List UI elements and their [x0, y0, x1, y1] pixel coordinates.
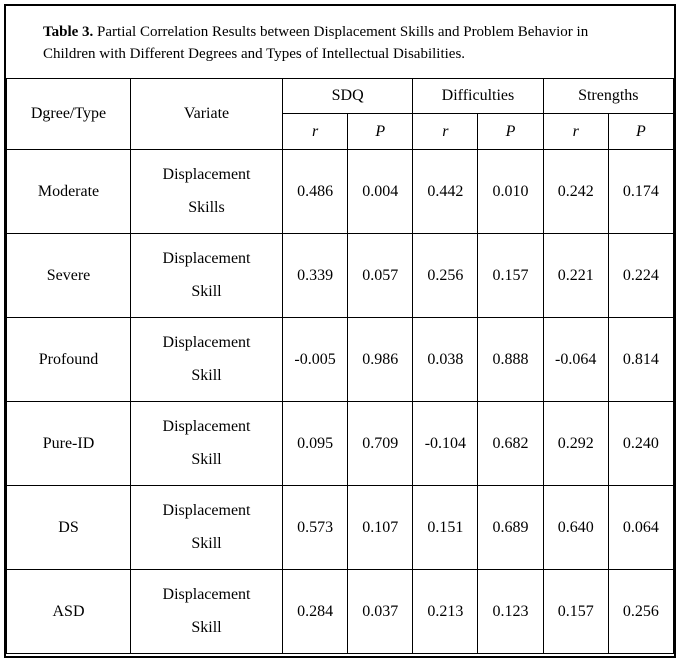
value-cell: -0.064 — [543, 318, 608, 402]
degree-cell: Pure-ID — [7, 402, 131, 486]
value-cell: 0.221 — [543, 234, 608, 318]
value-cell: 0.064 — [608, 486, 673, 570]
table-row — [7, 150, 674, 234]
variate-line-2: Skill — [191, 535, 222, 552]
header-group-difficulties: Difficulties — [413, 79, 543, 114]
value-cell: 0.292 — [543, 402, 608, 486]
value-cell: 0.573 — [283, 486, 348, 570]
variate-line-2: Skills — [188, 199, 225, 216]
value-cell: 0.224 — [608, 234, 673, 318]
value-cell: -0.104 — [413, 402, 478, 486]
value-cell: 0.486 — [283, 150, 348, 234]
value-cell: 0.814 — [608, 318, 673, 402]
value-cell: 0.709 — [348, 402, 413, 486]
variate-cell — [131, 402, 283, 486]
variate-line-1: Displacement — [162, 166, 251, 183]
degree-cell: Moderate — [7, 150, 131, 234]
degree-cell: ASD — [7, 570, 131, 654]
value-cell: 0.888 — [478, 318, 543, 402]
table-row — [7, 402, 674, 486]
value-cell: 0.256 — [608, 570, 673, 654]
variate-line-1: Displacement — [162, 334, 251, 351]
value-cell: 0.057 — [348, 234, 413, 318]
value-cell: -0.005 — [283, 318, 348, 402]
variate-line-2: Skill — [191, 283, 222, 300]
value-cell: 0.151 — [413, 486, 478, 570]
variate-cell — [131, 234, 283, 318]
variate-line-2: Skill — [191, 619, 222, 636]
variate-line-2: Skill — [191, 367, 222, 384]
value-cell: 0.174 — [608, 150, 673, 234]
header-row-groups — [7, 79, 674, 114]
table-row — [7, 318, 674, 402]
table-row — [7, 486, 674, 570]
value-cell: 0.213 — [413, 570, 478, 654]
value-cell: 0.095 — [283, 402, 348, 486]
header-group-strengths: Strengths — [543, 79, 673, 114]
variate-line-1: Displacement — [162, 502, 251, 519]
header-degree-type: Dgree/Type — [7, 79, 131, 150]
header-r-strengths: r — [543, 114, 608, 150]
value-cell: 0.339 — [283, 234, 348, 318]
value-cell: 0.986 — [348, 318, 413, 402]
variate-line-1: Displacement — [162, 418, 251, 435]
correlation-table — [6, 78, 674, 654]
variate-line-2: Skill — [191, 451, 222, 468]
table-row — [7, 234, 674, 318]
value-cell: 0.284 — [283, 570, 348, 654]
table-caption — [6, 6, 674, 78]
value-cell: 0.682 — [478, 402, 543, 486]
value-cell: 0.640 — [543, 486, 608, 570]
header-p-sdq: P — [348, 114, 413, 150]
value-cell: 0.038 — [413, 318, 478, 402]
value-cell: 0.004 — [348, 150, 413, 234]
degree-cell: DS — [7, 486, 131, 570]
value-cell: 0.240 — [608, 402, 673, 486]
value-cell: 0.157 — [543, 570, 608, 654]
table-row — [7, 570, 674, 654]
value-cell: 0.107 — [348, 486, 413, 570]
table-caption-label: Table 3. — [43, 24, 94, 40]
value-cell: 0.689 — [478, 486, 543, 570]
variate-line-1: Displacement — [162, 250, 251, 267]
value-cell: 0.256 — [413, 234, 478, 318]
degree-cell: Profound — [7, 318, 131, 402]
value-cell: 0.123 — [478, 570, 543, 654]
value-cell: 0.442 — [413, 150, 478, 234]
variate-cell — [131, 150, 283, 234]
header-group-sdq: SDQ — [283, 79, 413, 114]
variate-cell — [131, 318, 283, 402]
value-cell: 0.157 — [478, 234, 543, 318]
value-cell: 0.037 — [348, 570, 413, 654]
header-r-difficulties: r — [413, 114, 478, 150]
value-cell: 0.242 — [543, 150, 608, 234]
header-p-strengths: P — [608, 114, 673, 150]
header-p-difficulties: P — [478, 114, 543, 150]
degree-cell: Severe — [7, 234, 131, 318]
header-r-sdq: r — [283, 114, 348, 150]
variate-cell — [131, 486, 283, 570]
variate-line-1: Displacement — [162, 586, 251, 603]
table-caption-text: Partial Correlation Results between Displacement Skills and Problem Behavior in Children with Different Degrees and Types of Intellectual Disabilities. — [43, 24, 589, 62]
header-variate: Variate — [131, 79, 283, 150]
value-cell: 0.010 — [478, 150, 543, 234]
table-figure — [4, 4, 676, 658]
variate-cell — [131, 570, 283, 654]
